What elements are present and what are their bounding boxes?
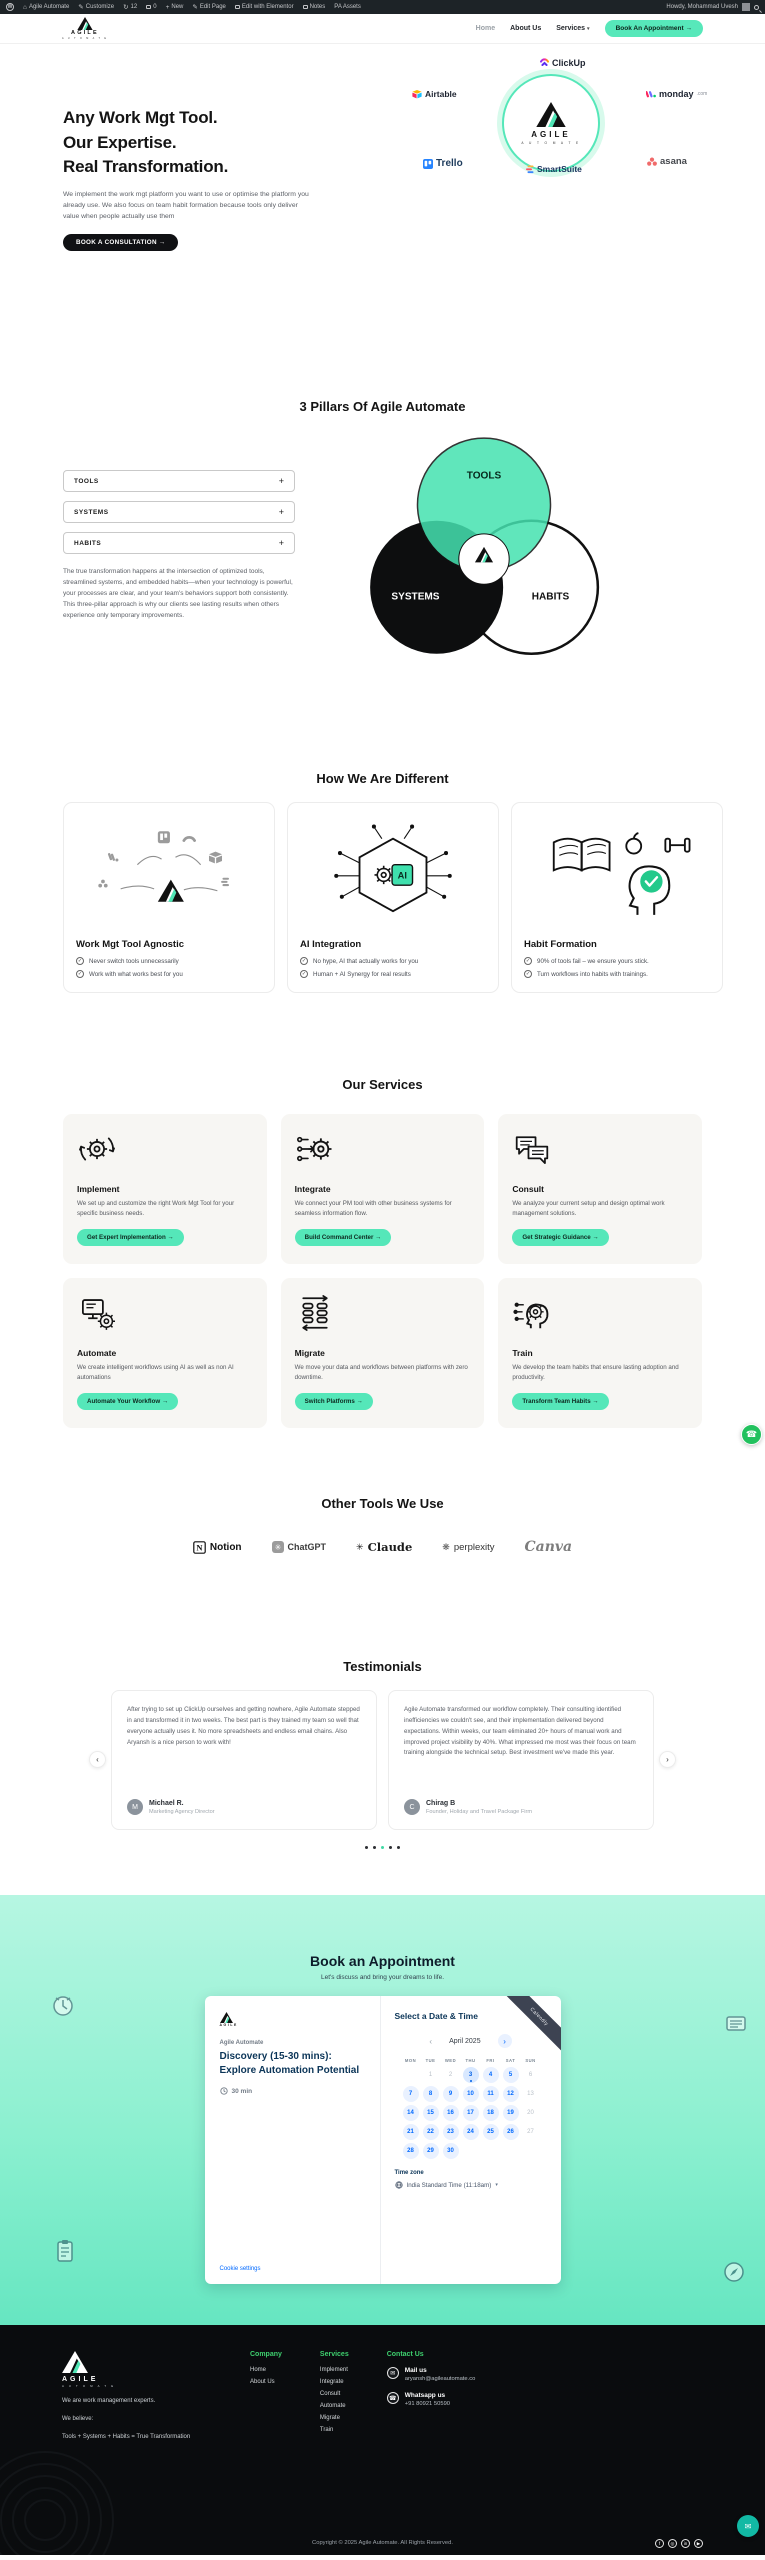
calendly-widget [205, 1996, 561, 2284]
service-title: Migrate [294, 1348, 325, 1358]
service-cta-migrate[interactable]: Switch Platforms → [295, 1393, 373, 1410]
avatar: M [127, 1799, 143, 1815]
admin-pa-assets-link[interactable]: PA Assets [334, 4, 361, 10]
calendar-day-header: SUN [525, 2058, 536, 2063]
calendar-next-month-button[interactable]: › [498, 2034, 512, 2048]
trello-logo: Trello [423, 158, 463, 169]
carousel-dot[interactable] [397, 1846, 400, 1849]
card-point: ✓ 90% of tools fail – we ensure yours stick. [525, 957, 649, 965]
clickup-logo: ClickUp [540, 57, 586, 68]
calendly-calendar-panel [381, 1996, 561, 2284]
main-nav [476, 20, 703, 37]
site-header [0, 14, 765, 44]
claude-logo: ✳ Claude [356, 1540, 413, 1554]
claude-icon: ✳ [356, 1541, 364, 1552]
calendar-date: 6 [528, 2072, 533, 2078]
accordion-tools[interactable]: TOOLS + [63, 470, 295, 492]
check-icon: ✓ [525, 971, 531, 977]
footer-link-home[interactable]: Home [250, 2367, 267, 2373]
testimonial-text: After trying to set up ClickUp ourselves and getting nowhere, Agile Automate stepped in and transformed it in two weeks. The best part is they trained my team so well that everyone actually uses it. No more spreadsheets and endless email chains. Also Aryansh is a nice person to work with! [127, 1706, 360, 1746]
perplexity-logo: ❋ perplexity [442, 1541, 495, 1553]
calendar-date[interactable]: 18 [483, 2105, 499, 2121]
calendar-day-header: MON [404, 2058, 417, 2063]
calendar-date[interactable]: 16 [443, 2105, 459, 2121]
footer-tagline: Tools + Systems + Habits = True Transformation [62, 2433, 191, 2440]
linkedin-icon[interactable]: in [681, 2539, 690, 2548]
service-title: Integrate [294, 1184, 331, 1194]
pillars-section [0, 399, 765, 693]
calendar-date [403, 2067, 419, 2083]
calendly-host: Agile Automate [219, 2040, 264, 2047]
calendar-date[interactable]: 28 [403, 2143, 419, 2159]
service-card-implement [63, 1114, 267, 1264]
service-cta-automate[interactable]: Automate Your Workflow → [77, 1393, 178, 1410]
svg-text:N: N [196, 1542, 203, 1553]
logo-triangle-icon [77, 17, 93, 30]
automate-icon [77, 1293, 117, 1333]
different-card-habit-formation [511, 802, 723, 993]
plus-icon: + [278, 476, 284, 486]
calendar-date[interactable]: 30 [443, 2143, 459, 2159]
accordion-systems[interactable]: SYSTEMS + [63, 501, 295, 523]
footer-brand: AGILE A U T O M A T E We are work management experts. We believe: Tools + Systems + Habits = True Transformation [62, 2351, 212, 2442]
service-title: Automate [77, 1348, 117, 1358]
service-card-migrate [281, 1278, 485, 1428]
calendar-day-header: WED [444, 2058, 457, 2063]
service-card-automate [63, 1278, 267, 1428]
logo-triangle-icon [220, 2012, 233, 2023]
calendar-day-header: THU [465, 2058, 476, 2063]
calendar-date[interactable]: 11 [483, 2086, 499, 2102]
venn-systems-label: SYSTEMS [391, 591, 440, 603]
testimonial-name: Michael R. [149, 1799, 184, 1807]
instagram-icon[interactable]: ◎ [668, 2539, 677, 2548]
hero-description: We implement the work mgt platform you want to use or optimise the platform you already use. We also focus on team habit formation because tools only deliver value when people actually use them [63, 190, 309, 221]
notion-logo: N Notion [193, 1541, 242, 1554]
footer-socials [655, 2539, 703, 2548]
carousel-dot[interactable] [389, 1846, 392, 1849]
book-appointment-button[interactable]: Book An Appointment → [605, 20, 703, 37]
clickup-icon [540, 57, 549, 68]
venn-diagram [329, 426, 639, 693]
calendar-date: 13 [527, 2091, 534, 2097]
facebook-icon[interactable]: f [655, 2539, 664, 2548]
implement-icon [77, 1129, 117, 1169]
service-description: We create intelligent workflows using AI as well as non AI automations [77, 1364, 234, 1381]
nav-about-us[interactable]: About Us [510, 25, 542, 32]
card-point: ✓ Turn workflows into habits with trainings. [525, 970, 648, 978]
compass-doodle-icon [723, 2261, 745, 2283]
smartsuite-logo: SmartSuite [526, 164, 582, 174]
fingerprint-decoration [0, 2445, 120, 2555]
monday-logo: monday .com [646, 89, 707, 99]
calendar-day-header: SAT [505, 2058, 516, 2063]
calendar-grid [395, 2067, 547, 2159]
service-card-integrate [281, 1114, 485, 1264]
consult-icon [512, 1129, 552, 1169]
check-icon: ✓ [77, 958, 83, 964]
check-icon: ✓ [525, 958, 531, 964]
asana-logo: asana [647, 156, 687, 167]
service-title: Implement [77, 1184, 120, 1194]
calendar-date[interactable]: 25 [483, 2124, 499, 2140]
pillars-heading: 3 Pillars Of Agile Automate [299, 399, 466, 414]
chat-float-button[interactable]: ✉ [737, 2515, 759, 2537]
pillars-accordion [63, 470, 295, 693]
calendar-date: 27 [527, 2129, 534, 2135]
calendar-date [483, 2143, 499, 2159]
testimonial-text: Agile Automate transformed our workflow completely. Their consulting identified inefficiencies we couldn't see, and their implementation delivered beyond expectations. Within weeks, our team eliminated 20+ hours of manual work and improved project visibility by 40%. What impressed me most was their focus on team training alongside the technical setup. Best investment we've made this year. [404, 1706, 636, 1757]
admin-notes-link[interactable]: Notes [303, 4, 326, 10]
calendar-date: 20 [527, 2110, 534, 2116]
admin-updates-link[interactable]: ↻ 12 [123, 4, 138, 11]
elementor-icon [235, 5, 240, 9]
calendar-day-header: TUE [425, 2058, 436, 2063]
calendar-date[interactable]: 23 [443, 2124, 459, 2140]
calendar-date[interactable]: 29 [423, 2143, 439, 2159]
timezone-dropdown[interactable]: India Standard Time (11:18am) ▾ [395, 2181, 547, 2189]
cookie-settings-link[interactable]: Cookie settings [219, 2266, 261, 2272]
hero-title: Any Work Mgt Tool. Our Expertise. Real Transformation. [63, 108, 229, 177]
services-section [0, 1077, 765, 1428]
integrate-icon [295, 1129, 335, 1169]
book-consultation-button[interactable]: BOOK A CONSULTATION → [63, 234, 178, 251]
footer [0, 2325, 765, 2555]
calendar-date[interactable]: 5 [503, 2067, 519, 2083]
monday-icon [646, 90, 656, 98]
calendar-date[interactable]: 15 [423, 2105, 439, 2121]
footer-copyright: Copyright © 2025 Agile Automate. All Rights Reserved. [312, 2540, 453, 2546]
calendar-date[interactable]: 8 [423, 2086, 439, 2102]
check-icon: ✓ [301, 971, 307, 977]
carousel-dots [0, 1846, 765, 1849]
search-icon[interactable] [754, 5, 759, 10]
airtable-icon [412, 90, 422, 99]
calendar-date[interactable]: 7 [403, 2086, 419, 2102]
footer-link-about[interactable]: About Us [250, 2379, 275, 2385]
testimonial-role: Founder, Holiday and Travel Package Firm [426, 1808, 533, 1815]
admin-howdy[interactable]: Howdy, Mohammad Uvesh [666, 4, 738, 10]
calendar-prev-month-button[interactable]: ‹ [429, 2036, 433, 2046]
card-point: ✓ Human + AI Synergy for real results [301, 970, 411, 978]
services-heading: Our Services [342, 1077, 423, 1092]
different-section [0, 771, 765, 993]
logo-triangle-icon [536, 102, 566, 127]
footer-link-automate[interactable]: Automate [319, 2403, 346, 2409]
venn-habits-label: HABITS [531, 591, 570, 603]
svg-text:AI: AI [397, 870, 407, 881]
calendly-ribbon[interactable]: Calendly [499, 1996, 561, 2057]
clipboard-doodle-icon [56, 2239, 74, 2263]
admin-customize-link[interactable]: ✎ Customize [78, 4, 115, 11]
testimonial-card [111, 1690, 377, 1830]
calendar-date: 1 [428, 2072, 433, 2078]
card-point: ✓ Work with what works best for you [77, 970, 183, 978]
carousel-dot-active[interactable] [381, 1846, 384, 1849]
booking-section [0, 1895, 765, 2325]
card-point: ✓ Never switch tools unnecessarily [77, 957, 179, 965]
card-title: AI Integration [300, 939, 362, 950]
svg-text:✳: ✳ [274, 1542, 281, 1552]
timezone-label: Time zone [394, 2170, 424, 2176]
carousel-prev-button[interactable]: ‹ [89, 1751, 106, 1768]
service-title: Train [512, 1348, 533, 1358]
wp-admin-bar [0, 0, 765, 14]
calendar-date[interactable]: 21 [403, 2124, 419, 2140]
booking-subtitle: Let's discuss and bring your dreams to life. [321, 1974, 444, 1981]
other-tools-section [0, 1496, 765, 1561]
wordpress-logo-icon[interactable]: W [7, 4, 13, 10]
service-cta-train[interactable]: Transform Team Habits → [512, 1393, 608, 1410]
notion-icon [193, 1541, 206, 1554]
migrate-icon [295, 1293, 335, 1333]
chatgpt-logo: ✳ ChatGPT [272, 1541, 327, 1553]
calendar-day-headers [395, 2058, 547, 2063]
carousel-dot[interactable] [373, 1846, 376, 1849]
whatsapp-icon: ☎ [387, 2392, 399, 2404]
service-cta-consult[interactable]: Get Strategic Guidance → [512, 1229, 608, 1246]
chevron-down-icon: ▾ [495, 2182, 498, 2188]
footer-services-column: Services Implement Integrate Consult Automate Migrate Train [319, 2351, 349, 2433]
calendar-date[interactable]: 10 [463, 2086, 479, 2102]
footer-whatsapp[interactable]: ☎ Whatsapp us +91 80921 50590 [387, 2392, 476, 2407]
trello-icon [423, 159, 433, 169]
home-icon: ⌂ [23, 3, 27, 11]
brush-icon: ✎ [78, 4, 84, 11]
hero-section [0, 44, 765, 249]
chatgpt-icon [272, 1541, 284, 1553]
service-card-train [498, 1278, 702, 1428]
calendar-date[interactable]: 17 [463, 2105, 479, 2121]
card-title: Habit Formation [524, 939, 597, 950]
plus-icon: + [165, 3, 170, 11]
calendar-day-header: FRI [486, 2058, 495, 2063]
footer-tagline: We are work management experts. [62, 2397, 156, 2404]
logo-wordmark: AGILE [219, 2023, 238, 2027]
service-cta-integrate[interactable]: Build Command Center → [295, 1229, 392, 1246]
logo-triangle-icon [62, 2351, 88, 2373]
carousel-dot[interactable] [365, 1846, 368, 1849]
calendar-date[interactable]: 9 [443, 2086, 459, 2102]
calendar-date[interactable]: 24 [463, 2124, 479, 2140]
different-card-ai-integration [287, 802, 499, 993]
plus-icon: + [278, 538, 284, 548]
testimonial-name: Chirag B [426, 1799, 456, 1807]
canva-logo: Canva [524, 1539, 573, 1555]
carousel-next-button[interactable]: › [659, 1751, 676, 1768]
footer-link-consult[interactable]: Consult [319, 2391, 341, 2397]
calendly-event-panel [205, 1996, 381, 2284]
different-card-tool-agnostic [63, 802, 275, 993]
update-icon: ↻ [123, 4, 129, 11]
service-description: We set up and customize the right Work Mgt Tool for your specific business needs. [77, 1200, 235, 1217]
globe-icon [395, 2181, 403, 2189]
perplexity-icon: ❋ [442, 1541, 450, 1552]
mail-icon: ✉ [387, 2367, 399, 2379]
service-card-consult [498, 1114, 702, 1264]
admin-edit-page-link[interactable]: ✎ Edit Page [192, 4, 226, 11]
clock-icon [220, 2087, 228, 2095]
footer-mail[interactable]: ✉ Mail us aryansh@agileautomate.co [387, 2367, 476, 2382]
check-icon: ✓ [77, 971, 83, 977]
smartsuite-icon [526, 165, 534, 174]
accordion-habits[interactable]: HABITS + [63, 532, 295, 554]
calendly-duration: 30 min [220, 2087, 365, 2095]
check-icon: ✓ [301, 958, 307, 964]
footer-link-integrate[interactable]: Integrate [319, 2379, 344, 2385]
calendar-date [463, 2143, 479, 2159]
agile-automate-badge: AGILE A U T O M A T E [502, 74, 600, 172]
footer-company-column: Company Home About Us [250, 2351, 282, 2385]
calendar-date[interactable]: 4 [483, 2067, 499, 2083]
admin-elementor-link[interactable]: Edit with Elementor [235, 4, 294, 10]
youtube-icon[interactable]: ▶ [694, 2539, 703, 2548]
testimonials-heading: Testimonials [343, 1659, 422, 1674]
admin-comments-link[interactable]: 0 [146, 4, 156, 10]
plus-icon: + [278, 507, 284, 517]
card-title: Work Mgt Tool Agnostic [76, 939, 185, 950]
tool-logo-cluster [390, 54, 765, 249]
footer-link-train[interactable]: Train [319, 2427, 334, 2433]
comment-icon [146, 5, 151, 9]
footer-contact-column: Contact Us ✉ Mail us aryansh@agileautomate.co ☎ Whatsapp us +91 80921 50590 [386, 2351, 476, 2407]
calendar-month-label: April 2025 [449, 2037, 481, 2045]
testimonial-card [388, 1690, 654, 1830]
admin-site-link[interactable]: ⌂ Agile Automate [23, 3, 70, 11]
service-description: We move your data and workflows between platforms with zero downtime. [294, 1364, 468, 1381]
ai-integration-illustration [300, 815, 486, 933]
venn-tools-label: TOOLS [466, 470, 502, 482]
nav-home[interactable]: Home [475, 25, 496, 32]
habit-formation-illustration [524, 815, 710, 933]
notes-icon [303, 5, 308, 9]
testimonial-role: Marketing Agency Director [149, 1808, 215, 1815]
calendar-date[interactable]: 12 [503, 2086, 519, 2102]
service-cta-implement[interactable]: Get Expert Implementation → [77, 1229, 184, 1246]
avatar: C [404, 1799, 420, 1815]
service-title: Consult [512, 1184, 544, 1194]
chevron-down-icon: ▾ [587, 25, 590, 32]
admin-new-link[interactable]: + New [165, 3, 184, 11]
card-point: ✓ No hype, AI that actually works for you [301, 957, 419, 965]
airtable-logo: Airtable [412, 89, 457, 99]
footer-link-implement[interactable]: Implement [319, 2367, 348, 2373]
calendar-date: 2 [448, 2072, 453, 2078]
clock-doodle-icon [52, 1995, 74, 2017]
different-heading: How We Are Different [316, 771, 449, 786]
pillars-description: The true transformation happens at the intersection of optimized tools, streamlined systems, and embedded habits—when your technology is powerful, your processes are clear, and your team's behaviors support both consistently. This three-pillar approach is why our clients see lasting results when others experience only temporary improvements. [63, 568, 293, 620]
nav-services[interactable]: Services ▾ [556, 25, 590, 32]
avatar [742, 3, 750, 11]
testimonials-section [0, 1659, 765, 1849]
calendar-date[interactable]: 26 [503, 2124, 519, 2140]
notepad-doodle-icon [725, 2015, 747, 2033]
calendly-event-title: Discovery (15-30 mins): Explore Automation Potential [219, 2051, 360, 2076]
train-icon [512, 1293, 552, 1333]
booking-heading: Book an Appointment [310, 1953, 455, 1969]
footer-tagline: We believe: [62, 2415, 94, 2422]
whatsapp-float-button[interactable]: ☎ [741, 1424, 762, 1445]
service-description: We connect your PM tool with other business systems for seamless information flow. [294, 1200, 452, 1217]
asana-icon [647, 157, 657, 166]
service-description: We develop the team habits that ensure lasting adoption and productivity. [512, 1364, 679, 1381]
site-logo[interactable]: AGILE A U T O M A T E [62, 17, 108, 40]
other-tools-heading: Other Tools We Use [321, 1496, 444, 1511]
footer-link-migrate[interactable]: Migrate [319, 2415, 340, 2421]
calendar-date[interactable]: 22 [423, 2124, 439, 2140]
calendar-date[interactable]: 19 [503, 2105, 519, 2121]
calendar-date [503, 2143, 519, 2159]
tool-agnostic-illustration [76, 815, 262, 933]
pencil-icon: ✎ [192, 4, 198, 11]
calendar-date[interactable]: 14 [403, 2105, 419, 2121]
service-description: We analyze your current setup and design optimal work management solutions. [512, 1200, 665, 1217]
calendar-select-label: Select a Date & Time [394, 2011, 478, 2021]
calendar-date [523, 2143, 539, 2159]
calendar-date-selected[interactable]: 3 [463, 2067, 479, 2083]
